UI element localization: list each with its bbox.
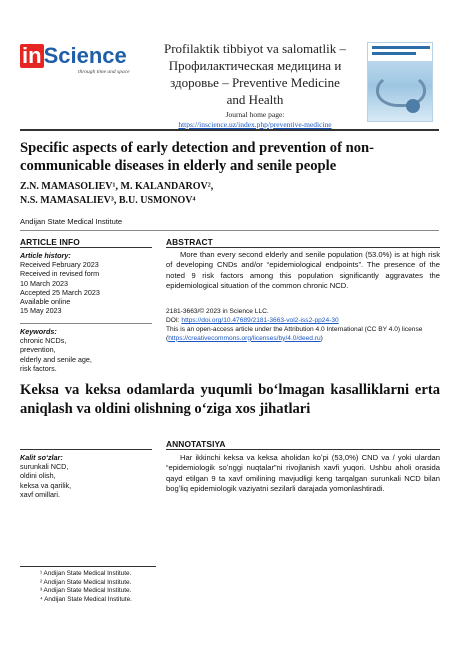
logo-tagline: through time and space	[78, 69, 130, 75]
license-text: This is an open-access article under the Attribution 4.0 International (CC BY 4.0) license (	[166, 326, 423, 342]
license-line	[166, 326, 440, 343]
journal-cover-image	[367, 42, 433, 122]
history-item: 10 March 2023	[20, 278, 68, 288]
doi-line	[166, 317, 440, 326]
history-item: Received February 2023	[20, 260, 99, 270]
history-item: Available online	[20, 297, 71, 307]
article-history	[20, 251, 152, 315]
keyword-item: elderly and senile age,	[20, 354, 92, 364]
journal-title-line: and Health	[226, 92, 284, 107]
journal-title-line: Профилактическая медицина и	[168, 58, 342, 73]
footnote-divider	[20, 566, 156, 567]
home-page-label: Journal home page:	[225, 110, 285, 119]
footnote-item: ¹ Andijan State Medical Institute.	[40, 570, 132, 577]
license-link[interactable]: https://creativecommons.org/licenses/by/4.0/deed.ru	[168, 334, 321, 342]
journal-title-line: здоровье – Preventive Medicine	[170, 75, 340, 90]
uzbek-keyword-item: keksa va qarilik,	[20, 480, 72, 490]
keywords-label: Keywords:	[20, 327, 57, 336]
history-item: Received in revised form	[20, 269, 100, 279]
history-item: 15 May 2023	[20, 306, 62, 316]
history-label: Article history:	[20, 251, 71, 260]
keyword-item: chronic NCDs,	[20, 336, 67, 346]
logo-in-text: in	[22, 43, 42, 68]
license-close: )	[320, 334, 323, 342]
uzbek-keywords-label: Kalit soʻzlar:	[20, 453, 63, 462]
affiliation: Andijan State Medical Institute	[20, 217, 123, 226]
footnote-item: ³ Andijan State Medical Institute.	[40, 587, 132, 595]
footnote-item: ² Andijan State Medical Institute.	[40, 578, 132, 586]
article-info-heading: ARTICLE INFO	[20, 237, 80, 247]
authors-line: Z.N. MAMASOLIEV¹, M. KALANDAROV²,	[20, 181, 214, 192]
keyword-item: risk factors.	[20, 363, 57, 373]
uzbek-keyword-item: surunkali NCD,	[20, 462, 69, 472]
doi-label: DOI:	[166, 317, 180, 324]
journal-title-line: Profilaktik tibbiyot va salomatlik –	[164, 41, 346, 56]
cover-subtitle-bar	[372, 52, 416, 55]
publisher-logo	[20, 44, 150, 96]
uzbek-keyword-item: oldini olish,	[20, 471, 56, 481]
doi-link[interactable]: https://doi.org/10.47689/2181-3663-vol2-iss2-pp24-30	[181, 317, 339, 324]
logo-science-text: Science	[43, 43, 127, 68]
article-info-rule	[20, 247, 152, 248]
keyword-item: prevention,	[20, 345, 56, 355]
footnote-item: ⁴ Andijan State Medical Institute.	[40, 595, 132, 603]
uzbek-keyword-item: xavf omillari.	[20, 489, 60, 499]
annotatsiya-rule	[166, 449, 440, 450]
uzbek-keywords-block	[20, 453, 152, 499]
abstract-text: More than every second elderly and senile population (53.0%) is at high risk of developing CNDs and/or “epidemiological endpoints”. The presence of the noted 9 risk factors among this population significantly aggravates the epidemiological situation of the common chronic NCD.	[166, 250, 440, 290]
keywords-block	[20, 327, 152, 373]
history-item: Accepted 25 March 2023	[20, 287, 100, 297]
header-divider	[20, 129, 439, 131]
journal-title	[150, 40, 360, 108]
issn-line: 2181-3663/© 2023 in Science LLC.	[166, 308, 269, 315]
history-divider	[20, 323, 152, 324]
footnotes	[40, 570, 240, 604]
cover-title-bar	[372, 46, 430, 49]
uzbek-title: Keksa va keksa odamlarda yuqumli boʻlmagan kasalliklarni erta aniqlash va oldini olishning oʻziga xos jihatlari	[20, 382, 440, 417]
annotatsiya-heading: ANNOTATSIYA	[166, 439, 226, 449]
home-page-link[interactable]: https://inscience.uz/index.php/preventive-medicine	[178, 120, 332, 129]
author-list	[20, 180, 440, 208]
kalit-rule	[20, 449, 152, 450]
annotatsiya-text: Har ikkinchi keksa va keksa aholidan koʻpi (53,0%) CND va / yoki ulardan “epidemiologik soʻnggi nuqtalar”ni rivojlanish xavfi yuqori. Ushbu aholi orasida qayd etilgan 9 ta xavf omilining mavjudligi keng tarqalgan surunkali NCD bilan bogʻliq epidemiologik vaziyatni sezilarli darajada yomonlashtiradi.	[166, 453, 440, 493]
affiliation-divider	[20, 230, 439, 231]
journal-home	[150, 110, 360, 130]
article-title: Specific aspects of early detection and prevention of non-communicable diseases in elderly and senile people	[20, 140, 375, 174]
stethoscope-chest-piece	[406, 99, 420, 113]
abstract-heading: ABSTRACT	[166, 237, 213, 247]
abstract-rule	[166, 247, 440, 248]
authors-line: N.S. MAMASALIEV³, B.U. USMONOV⁴	[20, 195, 196, 206]
